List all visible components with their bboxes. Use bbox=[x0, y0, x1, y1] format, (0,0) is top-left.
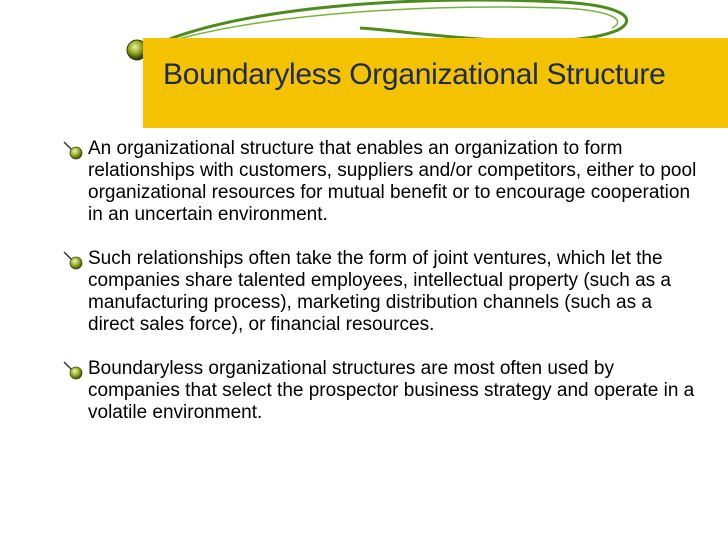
pin-ball-bullet-icon bbox=[62, 360, 86, 380]
bullet-text: An organizational structure that enables an organization to form relationships with customers, suppliers and/or competitors, either to pool organizational resources for mutual benefit or to encourage cooperation in an uncertain environment. bbox=[88, 138, 697, 225]
pin-ball-bullet-icon bbox=[62, 140, 86, 160]
bullet-text: Boundaryless organizational structures are most often used by companies that select the prospector business strategy and operate in a volatile environment. bbox=[88, 358, 695, 423]
pin-ball-bullet-icon bbox=[62, 250, 86, 270]
bullet-item-2 bbox=[62, 248, 702, 336]
bullet-item-1 bbox=[62, 138, 702, 226]
bullet-text: Such relationships often take the form of joint ventures, which let the companies share talented employees, intellectual property (such as a manufacturing process), marketing distribution channels (such as a direct sales force), or financial resources. bbox=[88, 248, 671, 335]
bullet-list bbox=[62, 138, 702, 446]
slide-title: Boundaryless Organizational Structure bbox=[163, 58, 666, 91]
bullet-item-3 bbox=[62, 358, 702, 424]
